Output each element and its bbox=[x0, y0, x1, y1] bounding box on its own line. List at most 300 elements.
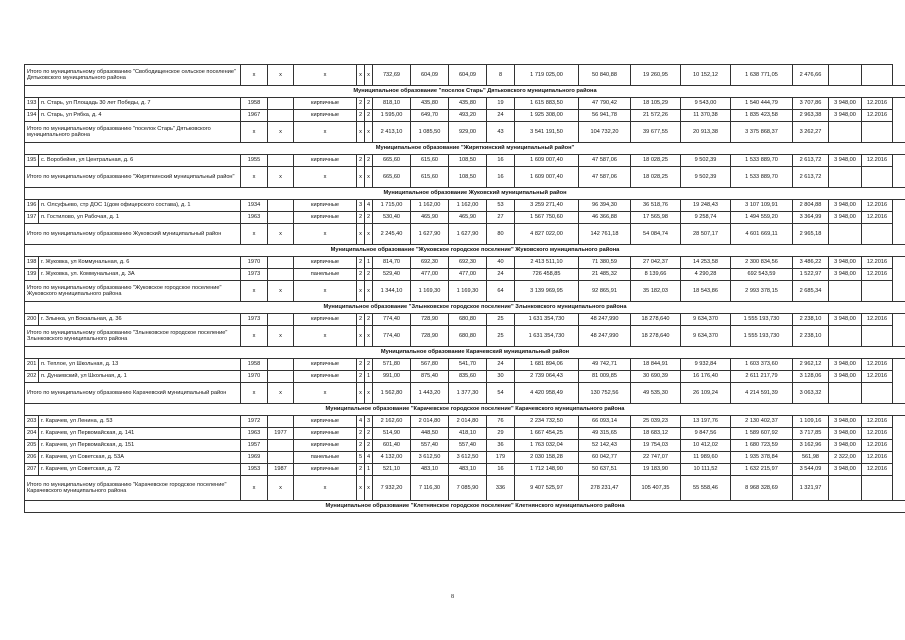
value-cell: 601,40 bbox=[373, 440, 411, 452]
value-cell: 12.2016 bbox=[862, 212, 893, 224]
section-header-row bbox=[25, 188, 905, 200]
total-value-cell: 2 685,34 bbox=[793, 281, 829, 302]
total-value-cell bbox=[829, 122, 862, 143]
value-cell: 1 631 354,730 bbox=[515, 314, 579, 326]
value-cell: 50 637,51 bbox=[579, 464, 631, 476]
value-cell: 12.2016 bbox=[862, 428, 893, 440]
value-cell: 483,10 bbox=[449, 464, 487, 476]
value-cell: 2 bbox=[365, 98, 373, 110]
value-cell: 3 bbox=[357, 200, 365, 212]
row-number: 206 bbox=[25, 452, 39, 464]
value-cell: 493,20 bbox=[449, 110, 487, 122]
value-cell bbox=[268, 452, 294, 464]
total-value-cell: 54 bbox=[487, 383, 515, 404]
value-cell: 1953 bbox=[241, 464, 268, 476]
row-number: 198 bbox=[25, 257, 39, 269]
total-value-cell: 92 865,91 bbox=[579, 281, 631, 302]
total-value-cell bbox=[862, 167, 893, 188]
value-cell: 2 bbox=[365, 110, 373, 122]
total-value-cell: 130 752,56 bbox=[579, 383, 631, 404]
total-value-cell: 1 377,30 bbox=[449, 383, 487, 404]
value-cell: 19 bbox=[487, 98, 515, 110]
value-cell: 3 486,22 bbox=[793, 257, 829, 269]
total-value-cell: 7 085,90 bbox=[449, 476, 487, 501]
value-cell: 16 176,40 bbox=[681, 371, 731, 383]
total-value-cell: 18 278,640 bbox=[631, 326, 681, 347]
value-cell: 2 bbox=[357, 98, 365, 110]
row-number: 201 bbox=[25, 359, 39, 371]
value-cell: 1955 bbox=[241, 155, 268, 167]
value-cell: 12.2016 bbox=[862, 371, 893, 383]
value-cell: 179 bbox=[487, 452, 515, 464]
value-cell: 477,00 bbox=[449, 269, 487, 281]
total-value-cell: 1 321,97 bbox=[793, 476, 829, 501]
total-value-cell: 7 116,30 bbox=[411, 476, 449, 501]
total-value-cell: x bbox=[268, 167, 294, 188]
total-label: Итого по муниципальному образованию "Жиряткинский муниципальный район" bbox=[25, 167, 241, 188]
value-cell: 3 948,00 bbox=[829, 155, 862, 167]
value-cell: 1 bbox=[365, 464, 373, 476]
total-value-cell bbox=[862, 65, 893, 86]
value-cell: 36 bbox=[487, 440, 515, 452]
total-value-cell bbox=[862, 476, 893, 501]
section-header-row bbox=[25, 86, 905, 98]
value-cell: 36 518,76 bbox=[631, 200, 681, 212]
value-cell: 1 589 607,92 bbox=[731, 428, 793, 440]
address-cell: г. Жуковка, ул. Коммунальная, д. 3А bbox=[39, 269, 241, 281]
value-cell: 24 bbox=[487, 110, 515, 122]
total-value-cell: x bbox=[268, 122, 294, 143]
total-value-cell: 2 245,40 bbox=[373, 224, 411, 245]
value-cell: 2 014,80 bbox=[411, 416, 449, 428]
total-value-cell: 2 613,72 bbox=[793, 167, 829, 188]
value-cell: 13 197,76 bbox=[681, 416, 731, 428]
total-value-cell: 16 bbox=[487, 167, 515, 188]
value-cell: 1 632 215,97 bbox=[731, 464, 793, 476]
value-cell: 12.2016 bbox=[862, 440, 893, 452]
value-cell: 9 847,56 bbox=[681, 428, 731, 440]
value-cell: 2 611 217,79 bbox=[731, 371, 793, 383]
total-value-cell bbox=[829, 383, 862, 404]
value-cell: 1934 bbox=[241, 200, 268, 212]
total-value-cell: 105 407,35 bbox=[631, 476, 681, 501]
value-cell: 2 238,10 bbox=[793, 314, 829, 326]
value-cell: 4 bbox=[365, 452, 373, 464]
value-cell: 2 bbox=[357, 314, 365, 326]
total-value-cell: x bbox=[241, 65, 268, 86]
total-value-cell: 2 413,10 bbox=[373, 122, 411, 143]
total-value-cell: x bbox=[241, 224, 268, 245]
value-cell: 3 948,00 bbox=[829, 110, 862, 122]
value-cell: 10 111,52 bbox=[681, 464, 731, 476]
value-cell: кирпичные bbox=[294, 464, 357, 476]
value-cell: 567,80 bbox=[411, 359, 449, 371]
total-row bbox=[25, 326, 905, 347]
total-value-cell: 1 169,30 bbox=[449, 281, 487, 302]
value-cell: 25 bbox=[487, 314, 515, 326]
value-cell: 3 948,00 bbox=[829, 200, 862, 212]
value-cell: 71 380,59 bbox=[579, 257, 631, 269]
value-cell: 3 bbox=[365, 416, 373, 428]
value-cell: 10 412,02 bbox=[681, 440, 731, 452]
total-value-cell: x bbox=[268, 383, 294, 404]
total-value-cell: x bbox=[268, 476, 294, 501]
total-value-cell: 80 bbox=[487, 224, 515, 245]
total-label: Итого по муниципальному образованию "Карачевское городское поселение" Карачевского муниципального района bbox=[25, 476, 241, 501]
value-cell: 24 bbox=[487, 269, 515, 281]
row-number: 202 bbox=[25, 371, 39, 383]
value-cell: 2 030 158,28 bbox=[515, 452, 579, 464]
value-cell: 2 bbox=[357, 269, 365, 281]
value-cell: 96 394,30 bbox=[579, 200, 631, 212]
value-cell: 5 bbox=[357, 452, 365, 464]
value-cell: 835,60 bbox=[449, 371, 487, 383]
value-cell: 692,30 bbox=[449, 257, 487, 269]
section-header-row bbox=[25, 302, 905, 314]
value-cell: 1969 bbox=[241, 452, 268, 464]
total-value-cell bbox=[862, 281, 893, 302]
section-title: Муниципальное образование Жуковский муниципальный район bbox=[25, 188, 905, 200]
total-label: Итого по муниципальному образованию "Жуковское городское поселение" Жуковского муниципального района bbox=[25, 281, 241, 302]
value-cell: 1 162,00 bbox=[449, 200, 487, 212]
value-cell: 11 989,60 bbox=[681, 452, 731, 464]
value-cell: 1958 bbox=[241, 98, 268, 110]
total-value-cell: x bbox=[241, 326, 268, 347]
table-row bbox=[25, 428, 905, 440]
total-row bbox=[25, 122, 905, 143]
value-cell: 1 533 889,70 bbox=[731, 155, 793, 167]
total-value-cell: 9 634,370 bbox=[681, 326, 731, 347]
total-value-cell: x bbox=[241, 122, 268, 143]
section-header-row bbox=[25, 501, 905, 513]
total-value-cell: 104 732,20 bbox=[579, 122, 631, 143]
value-cell: 8 139,66 bbox=[631, 269, 681, 281]
total-value-cell: 4 827 022,00 bbox=[515, 224, 579, 245]
value-cell: 30 690,39 bbox=[631, 371, 681, 383]
value-cell: 25 039,23 bbox=[631, 416, 681, 428]
value-cell: 2 bbox=[365, 428, 373, 440]
value-cell: 3 364,99 bbox=[793, 212, 829, 224]
table-row bbox=[25, 371, 905, 383]
value-cell: кирпичные bbox=[294, 440, 357, 452]
value-cell: кирпичные bbox=[294, 416, 357, 428]
address-cell: с. Воробейня, ул Центральная, д. 6 bbox=[39, 155, 241, 167]
value-cell: 1958 bbox=[241, 359, 268, 371]
total-value-cell: 774,40 bbox=[373, 326, 411, 347]
total-value-cell: 43 bbox=[487, 122, 515, 143]
value-cell: 12.2016 bbox=[862, 314, 893, 326]
table-row bbox=[25, 212, 905, 224]
total-value-cell: 55 558,46 bbox=[681, 476, 731, 501]
total-value-cell: 3 541 191,50 bbox=[515, 122, 579, 143]
total-value-cell: 19 260,95 bbox=[631, 65, 681, 86]
value-cell: 9 932,84 bbox=[681, 359, 731, 371]
row-number: 199 bbox=[25, 269, 39, 281]
value-cell: 12.2016 bbox=[862, 110, 893, 122]
row-number: 200 bbox=[25, 314, 39, 326]
section-header-row bbox=[25, 143, 905, 155]
total-label: Итого по муниципальному образованию "поселок Старь" Дятьковского муниципального района bbox=[25, 122, 241, 143]
value-cell: 3 162,96 bbox=[793, 440, 829, 452]
table-row bbox=[25, 464, 905, 476]
total-value-cell: 732,69 bbox=[373, 65, 411, 86]
total-value-cell bbox=[862, 224, 893, 245]
total-value-cell: 3 139 969,95 bbox=[515, 281, 579, 302]
section-header-row bbox=[25, 404, 905, 416]
total-value-cell: 10 152,12 bbox=[681, 65, 731, 86]
total-value-cell: x bbox=[365, 122, 373, 143]
total-value-cell: 2 238,10 bbox=[793, 326, 829, 347]
value-cell: 21 485,32 bbox=[579, 269, 631, 281]
total-label: Итого по муниципальному образованию Жуковский муниципальный район bbox=[25, 224, 241, 245]
value-cell: 1 595,00 bbox=[373, 110, 411, 122]
value-cell: 2 804,88 bbox=[793, 200, 829, 212]
total-row bbox=[25, 224, 905, 245]
address-cell: п. Олсуфьево, стр ДОС 1(дом офицерского состава), д. 1 bbox=[39, 200, 241, 212]
value-cell: 53 bbox=[487, 200, 515, 212]
value-cell: 3 948,00 bbox=[829, 371, 862, 383]
value-cell: 19 248,43 bbox=[681, 200, 731, 212]
row-number: 203 bbox=[25, 416, 39, 428]
value-cell: 3 948,00 bbox=[829, 464, 862, 476]
total-value-cell: 1 344,10 bbox=[373, 281, 411, 302]
value-cell: 30 bbox=[487, 371, 515, 383]
value-cell: 1 680 723,59 bbox=[731, 440, 793, 452]
value-cell: 521,10 bbox=[373, 464, 411, 476]
total-value-cell: 28 507,17 bbox=[681, 224, 731, 245]
section-title: Муниципальное образование "Клетнянское городское поселение" Клетнянского муниципального района bbox=[25, 501, 905, 513]
total-value-cell: x bbox=[294, 65, 357, 86]
value-cell: 477,00 bbox=[411, 269, 449, 281]
value-cell: 3 948,00 bbox=[829, 269, 862, 281]
value-cell: 18 844,91 bbox=[631, 359, 681, 371]
value-cell: 47 587,06 bbox=[579, 155, 631, 167]
value-cell: 1 715,00 bbox=[373, 200, 411, 212]
value-cell: 108,50 bbox=[449, 155, 487, 167]
total-value-cell: x bbox=[268, 65, 294, 86]
value-cell: 728,90 bbox=[411, 314, 449, 326]
value-cell: 1973 bbox=[241, 269, 268, 281]
total-value-cell: 2 993 378,15 bbox=[731, 281, 793, 302]
total-value-cell: 1 555 193,730 bbox=[731, 326, 793, 347]
total-value-cell: 35 182,03 bbox=[631, 281, 681, 302]
total-value-cell: 1 638 771,05 bbox=[731, 65, 793, 86]
total-value-cell bbox=[862, 383, 893, 404]
total-value-cell: 1 169,30 bbox=[411, 281, 449, 302]
value-cell: 48 247,990 bbox=[579, 314, 631, 326]
value-cell: 2 bbox=[365, 155, 373, 167]
page-number: 8 bbox=[451, 594, 454, 600]
table-row bbox=[25, 98, 905, 110]
value-cell: 3 107 109,91 bbox=[731, 200, 793, 212]
row-number: 193 bbox=[25, 98, 39, 110]
value-cell: 2 bbox=[365, 269, 373, 281]
total-value-cell: x bbox=[357, 326, 365, 347]
value-cell: 2 bbox=[357, 110, 365, 122]
value-cell: 2 234 732,50 bbox=[515, 416, 579, 428]
total-value-cell: 26 109,24 bbox=[681, 383, 731, 404]
value-cell: 1 494 559,20 bbox=[731, 212, 793, 224]
value-cell: 435,80 bbox=[411, 98, 449, 110]
address-cell: г. Карачев, ул Ленина, д. 53 bbox=[39, 416, 241, 428]
value-cell: кирпичные bbox=[294, 155, 357, 167]
total-value-cell: 18 028,25 bbox=[631, 167, 681, 188]
row-number: 207 bbox=[25, 464, 39, 476]
value-cell bbox=[268, 371, 294, 383]
value-cell: 47 790,42 bbox=[579, 98, 631, 110]
value-cell: 1 681 894,06 bbox=[515, 359, 579, 371]
total-value-cell: x bbox=[365, 326, 373, 347]
value-cell: 2 613,72 bbox=[793, 155, 829, 167]
total-value-cell: 336 bbox=[487, 476, 515, 501]
value-cell: 12.2016 bbox=[862, 416, 893, 428]
value-cell: 530,40 bbox=[373, 212, 411, 224]
value-cell: 27 042,37 bbox=[631, 257, 681, 269]
row-number: 195 bbox=[25, 155, 39, 167]
total-value-cell: x bbox=[357, 383, 365, 404]
value-cell: 2 962,12 bbox=[793, 359, 829, 371]
address-cell: п. Старь, ул Площадь 30 лет Победы, д. 7 bbox=[39, 98, 241, 110]
value-cell bbox=[268, 98, 294, 110]
table-row bbox=[25, 452, 905, 464]
table-row bbox=[25, 416, 905, 428]
value-cell: 557,40 bbox=[449, 440, 487, 452]
value-cell: 557,40 bbox=[411, 440, 449, 452]
value-cell: 3 612,50 bbox=[411, 452, 449, 464]
total-value-cell: x bbox=[365, 224, 373, 245]
value-cell: 4 290,28 bbox=[681, 269, 731, 281]
value-cell: 448,50 bbox=[411, 428, 449, 440]
value-cell: 692,30 bbox=[411, 257, 449, 269]
total-value-cell: 25 bbox=[487, 326, 515, 347]
total-value-cell: x bbox=[294, 476, 357, 501]
total-value-cell: 1 085,50 bbox=[411, 122, 449, 143]
value-cell: 1963 bbox=[241, 428, 268, 440]
value-cell: 9 634,370 bbox=[681, 314, 731, 326]
total-value-cell: 1 631 354,730 bbox=[515, 326, 579, 347]
value-cell: 19 754,03 bbox=[631, 440, 681, 452]
value-cell: 2 300 834,56 bbox=[731, 257, 793, 269]
section-title: Муниципальное образование "Злынковское городское поселение" Злынковского муниципального района bbox=[25, 302, 905, 314]
value-cell: 1970 bbox=[241, 371, 268, 383]
value-cell: 818,10 bbox=[373, 98, 411, 110]
total-value-cell: 2 965,18 bbox=[793, 224, 829, 245]
value-cell bbox=[268, 440, 294, 452]
table-row bbox=[25, 314, 905, 326]
total-value-cell: x bbox=[294, 281, 357, 302]
value-cell: 1957 bbox=[241, 440, 268, 452]
total-value-cell: x bbox=[294, 122, 357, 143]
value-cell: 1 522,97 bbox=[793, 269, 829, 281]
value-cell: 18 278,640 bbox=[631, 314, 681, 326]
total-row bbox=[25, 476, 905, 501]
total-value-cell: 278 231,47 bbox=[579, 476, 631, 501]
total-value-cell: x bbox=[357, 281, 365, 302]
value-cell: 49 315,65 bbox=[579, 428, 631, 440]
address-cell: г. Карачев, ул Первомайская, д. 141 bbox=[39, 428, 241, 440]
total-value-cell: x bbox=[357, 65, 365, 86]
total-row bbox=[25, 65, 905, 86]
section-header-row bbox=[25, 347, 905, 359]
total-value-cell: x bbox=[241, 281, 268, 302]
total-value-cell: 3 063,32 bbox=[793, 383, 829, 404]
total-value-cell bbox=[829, 326, 862, 347]
value-cell: 40 bbox=[487, 257, 515, 269]
total-value-cell bbox=[829, 224, 862, 245]
total-value-cell: 39 677,55 bbox=[631, 122, 681, 143]
value-cell: 2 bbox=[365, 212, 373, 224]
value-cell: 2 bbox=[357, 371, 365, 383]
value-cell: 76 bbox=[487, 416, 515, 428]
total-value-cell: 615,60 bbox=[411, 167, 449, 188]
value-cell: 12.2016 bbox=[862, 464, 893, 476]
value-cell: 2 413 511,10 bbox=[515, 257, 579, 269]
total-label: Итого по муниципальному образованию "Свободищенское сельское поселение" Дятьковского муниципального района bbox=[25, 65, 241, 86]
total-value-cell: x bbox=[365, 383, 373, 404]
total-value-cell: 1 533 889,70 bbox=[731, 167, 793, 188]
total-value-cell: x bbox=[268, 281, 294, 302]
value-cell: 2 bbox=[357, 428, 365, 440]
value-cell: 9 502,39 bbox=[681, 155, 731, 167]
total-value-cell: 54 084,74 bbox=[631, 224, 681, 245]
total-value-cell: 9 407 525,97 bbox=[515, 476, 579, 501]
total-value-cell: x bbox=[357, 122, 365, 143]
value-cell: 465,90 bbox=[449, 212, 487, 224]
value-cell: кирпичные bbox=[294, 257, 357, 269]
value-cell: 615,60 bbox=[411, 155, 449, 167]
total-value-cell: 604,09 bbox=[449, 65, 487, 86]
value-cell: 3 717,85 bbox=[793, 428, 829, 440]
address-cell: п. Старь, ул Рябка, д. 4 bbox=[39, 110, 241, 122]
total-value-cell: 604,09 bbox=[411, 65, 449, 86]
table-row bbox=[25, 155, 905, 167]
total-value-cell: 8 968 328,69 bbox=[731, 476, 793, 501]
section-header-row bbox=[25, 245, 905, 257]
value-cell: 2 bbox=[357, 440, 365, 452]
value-cell: 3 948,00 bbox=[829, 440, 862, 452]
table-row bbox=[25, 257, 905, 269]
value-cell: 3 544,09 bbox=[793, 464, 829, 476]
value-cell: 649,70 bbox=[411, 110, 449, 122]
value-cell: 1 763 032,04 bbox=[515, 440, 579, 452]
value-cell: 49 742,71 bbox=[579, 359, 631, 371]
value-cell: 1 109,16 bbox=[793, 416, 829, 428]
value-cell: 12.2016 bbox=[862, 98, 893, 110]
value-cell: 1 667 454,25 bbox=[515, 428, 579, 440]
total-value-cell: 1 443,20 bbox=[411, 383, 449, 404]
total-value-cell: x bbox=[365, 65, 373, 86]
value-cell: 22 747,07 bbox=[631, 452, 681, 464]
total-value-cell: 20 913,38 bbox=[681, 122, 731, 143]
row-number: 197 bbox=[25, 212, 39, 224]
value-cell: 514,90 bbox=[373, 428, 411, 440]
value-cell: 529,40 bbox=[373, 269, 411, 281]
value-cell: 66 093,14 bbox=[579, 416, 631, 428]
total-value-cell: x bbox=[357, 224, 365, 245]
total-value-cell: 2 476,66 bbox=[793, 65, 829, 86]
address-cell: г. Карачев, ул Советская, д. 72 bbox=[39, 464, 241, 476]
total-row bbox=[25, 167, 905, 188]
value-cell: 1 567 750,60 bbox=[515, 212, 579, 224]
total-value-cell: x bbox=[268, 224, 294, 245]
total-label: Итого по муниципальному образованию "Злынковское городское поселение" Злынковского муниципального района bbox=[25, 326, 241, 347]
value-cell: 483,10 bbox=[411, 464, 449, 476]
row-number: 194 bbox=[25, 110, 39, 122]
total-value-cell: x bbox=[365, 476, 373, 501]
address-cell: г. Карачев, ул Первомайская, д. 151 bbox=[39, 440, 241, 452]
value-cell: 1967 bbox=[241, 110, 268, 122]
value-cell: 2 014,80 bbox=[449, 416, 487, 428]
